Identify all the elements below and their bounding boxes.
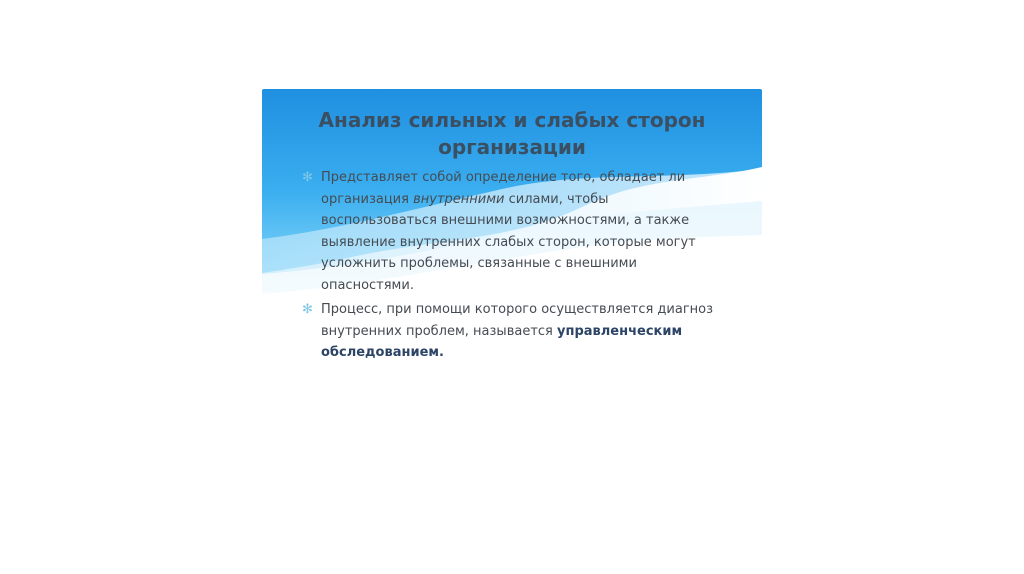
bullet-item-process: [302, 299, 722, 364]
bullet-list: [302, 167, 722, 367]
bullet-2-bold-term: управленческим обследованием.: [321, 323, 683, 360]
bullet-1-text-end: силами, чтобы воспользоваться внешними возможностями, а также выявление внутренних слабых сторон, которые могут усложнить проблемы, связанные с внешними опасностями.: [321, 191, 696, 293]
presentation-slide: [262, 89, 762, 370]
slide-title: [262, 107, 762, 161]
bullet-1-italic-term: внутренними: [413, 191, 505, 207]
slide-title-line-1: Анализ сильных и слабых сторон: [318, 108, 706, 132]
asterisk-bullet-icon: ✻: [302, 302, 313, 317]
bullet-item-definition: [302, 167, 722, 296]
asterisk-bullet-icon: ✻: [302, 170, 313, 185]
bullet-2-text: Процесс, при помощи которого осуществляется диагноз внутренних проблем, называется: [321, 302, 714, 339]
bullet-1-text: Представляет собой определение того, обладает ли организация: [321, 170, 686, 207]
slide-title-line-2: организации: [438, 135, 586, 159]
